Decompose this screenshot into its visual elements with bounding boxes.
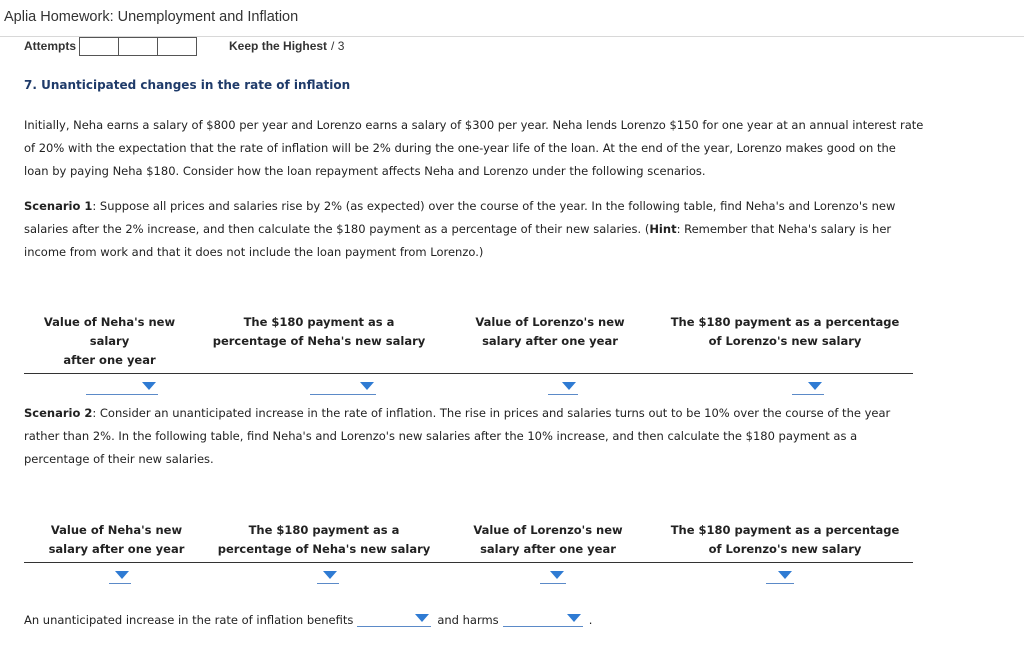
chevron-down-icon bbox=[415, 614, 429, 622]
keep-highest-label: Keep the Highest bbox=[229, 39, 328, 53]
chevron-down-icon bbox=[323, 571, 337, 579]
page-header bbox=[0, 0, 1024, 37]
scenario1-lorenzo-pct-dropdown[interactable] bbox=[792, 380, 824, 395]
scenario2-header-neha-salary: Value of Neha's new salary after one year bbox=[48, 523, 185, 556]
scenario1-header-neha-salary: Value of Neha's new salary after one year bbox=[43, 315, 176, 367]
conclusion-text-before: An unanticipated increase in the rate of inflation benefits bbox=[24, 613, 354, 627]
chevron-down-icon bbox=[567, 614, 581, 622]
scenario2-table bbox=[24, 521, 913, 584]
scenario1-answer-row bbox=[24, 374, 913, 395]
scenario1-neha-pct-dropdown[interactable] bbox=[310, 380, 376, 395]
scenario2-neha-pct-dropdown[interactable] bbox=[317, 569, 339, 584]
intro-paragraph: Initially, Neha earns a salary of $800 per year and Lorenzo earns a salary of $300 per year. Neha lends Lorenzo $150 for one year at an annual interest rate of 20% with the expectation that the rate of inflation will be 2% during the one-year life of the loan. At the end of the year, Lorenzo makes good on the loan by paying Neha $180. Consider how the loan repayment affects Neha and Lorenzo under the following scenarios. bbox=[24, 118, 924, 178]
scenario2-lorenzo-pct-dropdown[interactable] bbox=[766, 569, 794, 584]
conclusion-text-middle: and harms bbox=[437, 613, 499, 627]
conclusion-line bbox=[24, 612, 592, 627]
conclusion-text-end: . bbox=[588, 613, 593, 627]
chevron-down-icon bbox=[550, 571, 564, 579]
scenario1-lorenzo-salary-dropdown[interactable] bbox=[548, 380, 578, 395]
app-title: Aplia Homework: Unemployment and Inflation bbox=[4, 9, 299, 25]
chevron-down-icon bbox=[142, 382, 156, 390]
chevron-down-icon bbox=[808, 382, 822, 390]
keep-highest-count: / 3 bbox=[331, 39, 345, 53]
attempts-row bbox=[24, 36, 344, 56]
scenario1-text-a: : Suppose all prices and salaries rise by 2% (as expected) over the course of the year. In the following table, find Neha's and Lorenzo's new salaries after the 2% increase, and then calculate the $180 payment as a percentage of their new salaries. ( bbox=[24, 199, 896, 236]
chevron-down-icon bbox=[778, 571, 792, 579]
chevron-down-icon bbox=[562, 382, 576, 390]
scenario1-header-lorenzo-pct: The $180 payment as a percentage of Lorenzo's new salary bbox=[670, 315, 900, 348]
scenario1-label: Scenario 1 bbox=[24, 199, 93, 213]
attempts-label: Attempts bbox=[24, 39, 77, 53]
scenario2-answer-row bbox=[24, 563, 913, 584]
scenario2-text: : Consider an unanticipated increase in the rate of inflation. The rise in prices and salaries turns out to be 10% over the course of the year rather than 2%. In the following table, find Neha's and Lorenzo's new salaries after the 10% increase, and then calculate the $180 payment as a percentage of their new salaries. bbox=[24, 406, 891, 466]
scenario2-lorenzo-salary-dropdown[interactable] bbox=[540, 569, 566, 584]
chevron-down-icon bbox=[115, 571, 129, 579]
scenario2-paragraph bbox=[24, 402, 924, 471]
scenario1-table bbox=[24, 313, 913, 395]
scenario1-header-lorenzo-salary: Value of Lorenzo's new salary after one year bbox=[475, 315, 625, 348]
benefits-dropdown[interactable] bbox=[357, 612, 431, 627]
attempt-boxes bbox=[79, 37, 197, 56]
scenario2-header-neha-pct: The $180 payment as a percentage of Neha's new salary bbox=[217, 523, 431, 556]
attempt-box bbox=[119, 37, 158, 56]
attempt-box bbox=[79, 37, 119, 56]
harms-dropdown[interactable] bbox=[503, 612, 583, 627]
scenario1-header-neha-pct: The $180 payment as a percentage of Neha's new salary bbox=[212, 315, 426, 348]
scenario1-text-b: : Remember that Neha's salary is her income from work and that it does not include the loan payment from Lorenzo.) bbox=[24, 222, 892, 259]
scenario1-neha-salary-dropdown[interactable] bbox=[86, 380, 158, 395]
scenario1-paragraph bbox=[24, 195, 924, 264]
hint-label: Hint bbox=[649, 222, 677, 236]
chevron-down-icon bbox=[360, 382, 374, 390]
scenario2-header-row bbox=[24, 521, 913, 563]
question-title: 7. Unanticipated changes in the rate of inflation bbox=[24, 78, 351, 92]
scenario1-header-row bbox=[24, 313, 913, 374]
scenario2-header-lorenzo-salary: Value of Lorenzo's new salary after one year bbox=[473, 523, 623, 556]
scenario2-header-lorenzo-pct: The $180 payment as a percentage of Lorenzo's new salary bbox=[670, 523, 900, 556]
scenario2-neha-salary-dropdown[interactable] bbox=[109, 569, 131, 584]
attempt-box bbox=[158, 37, 197, 56]
scenario2-label: Scenario 2 bbox=[24, 406, 93, 420]
